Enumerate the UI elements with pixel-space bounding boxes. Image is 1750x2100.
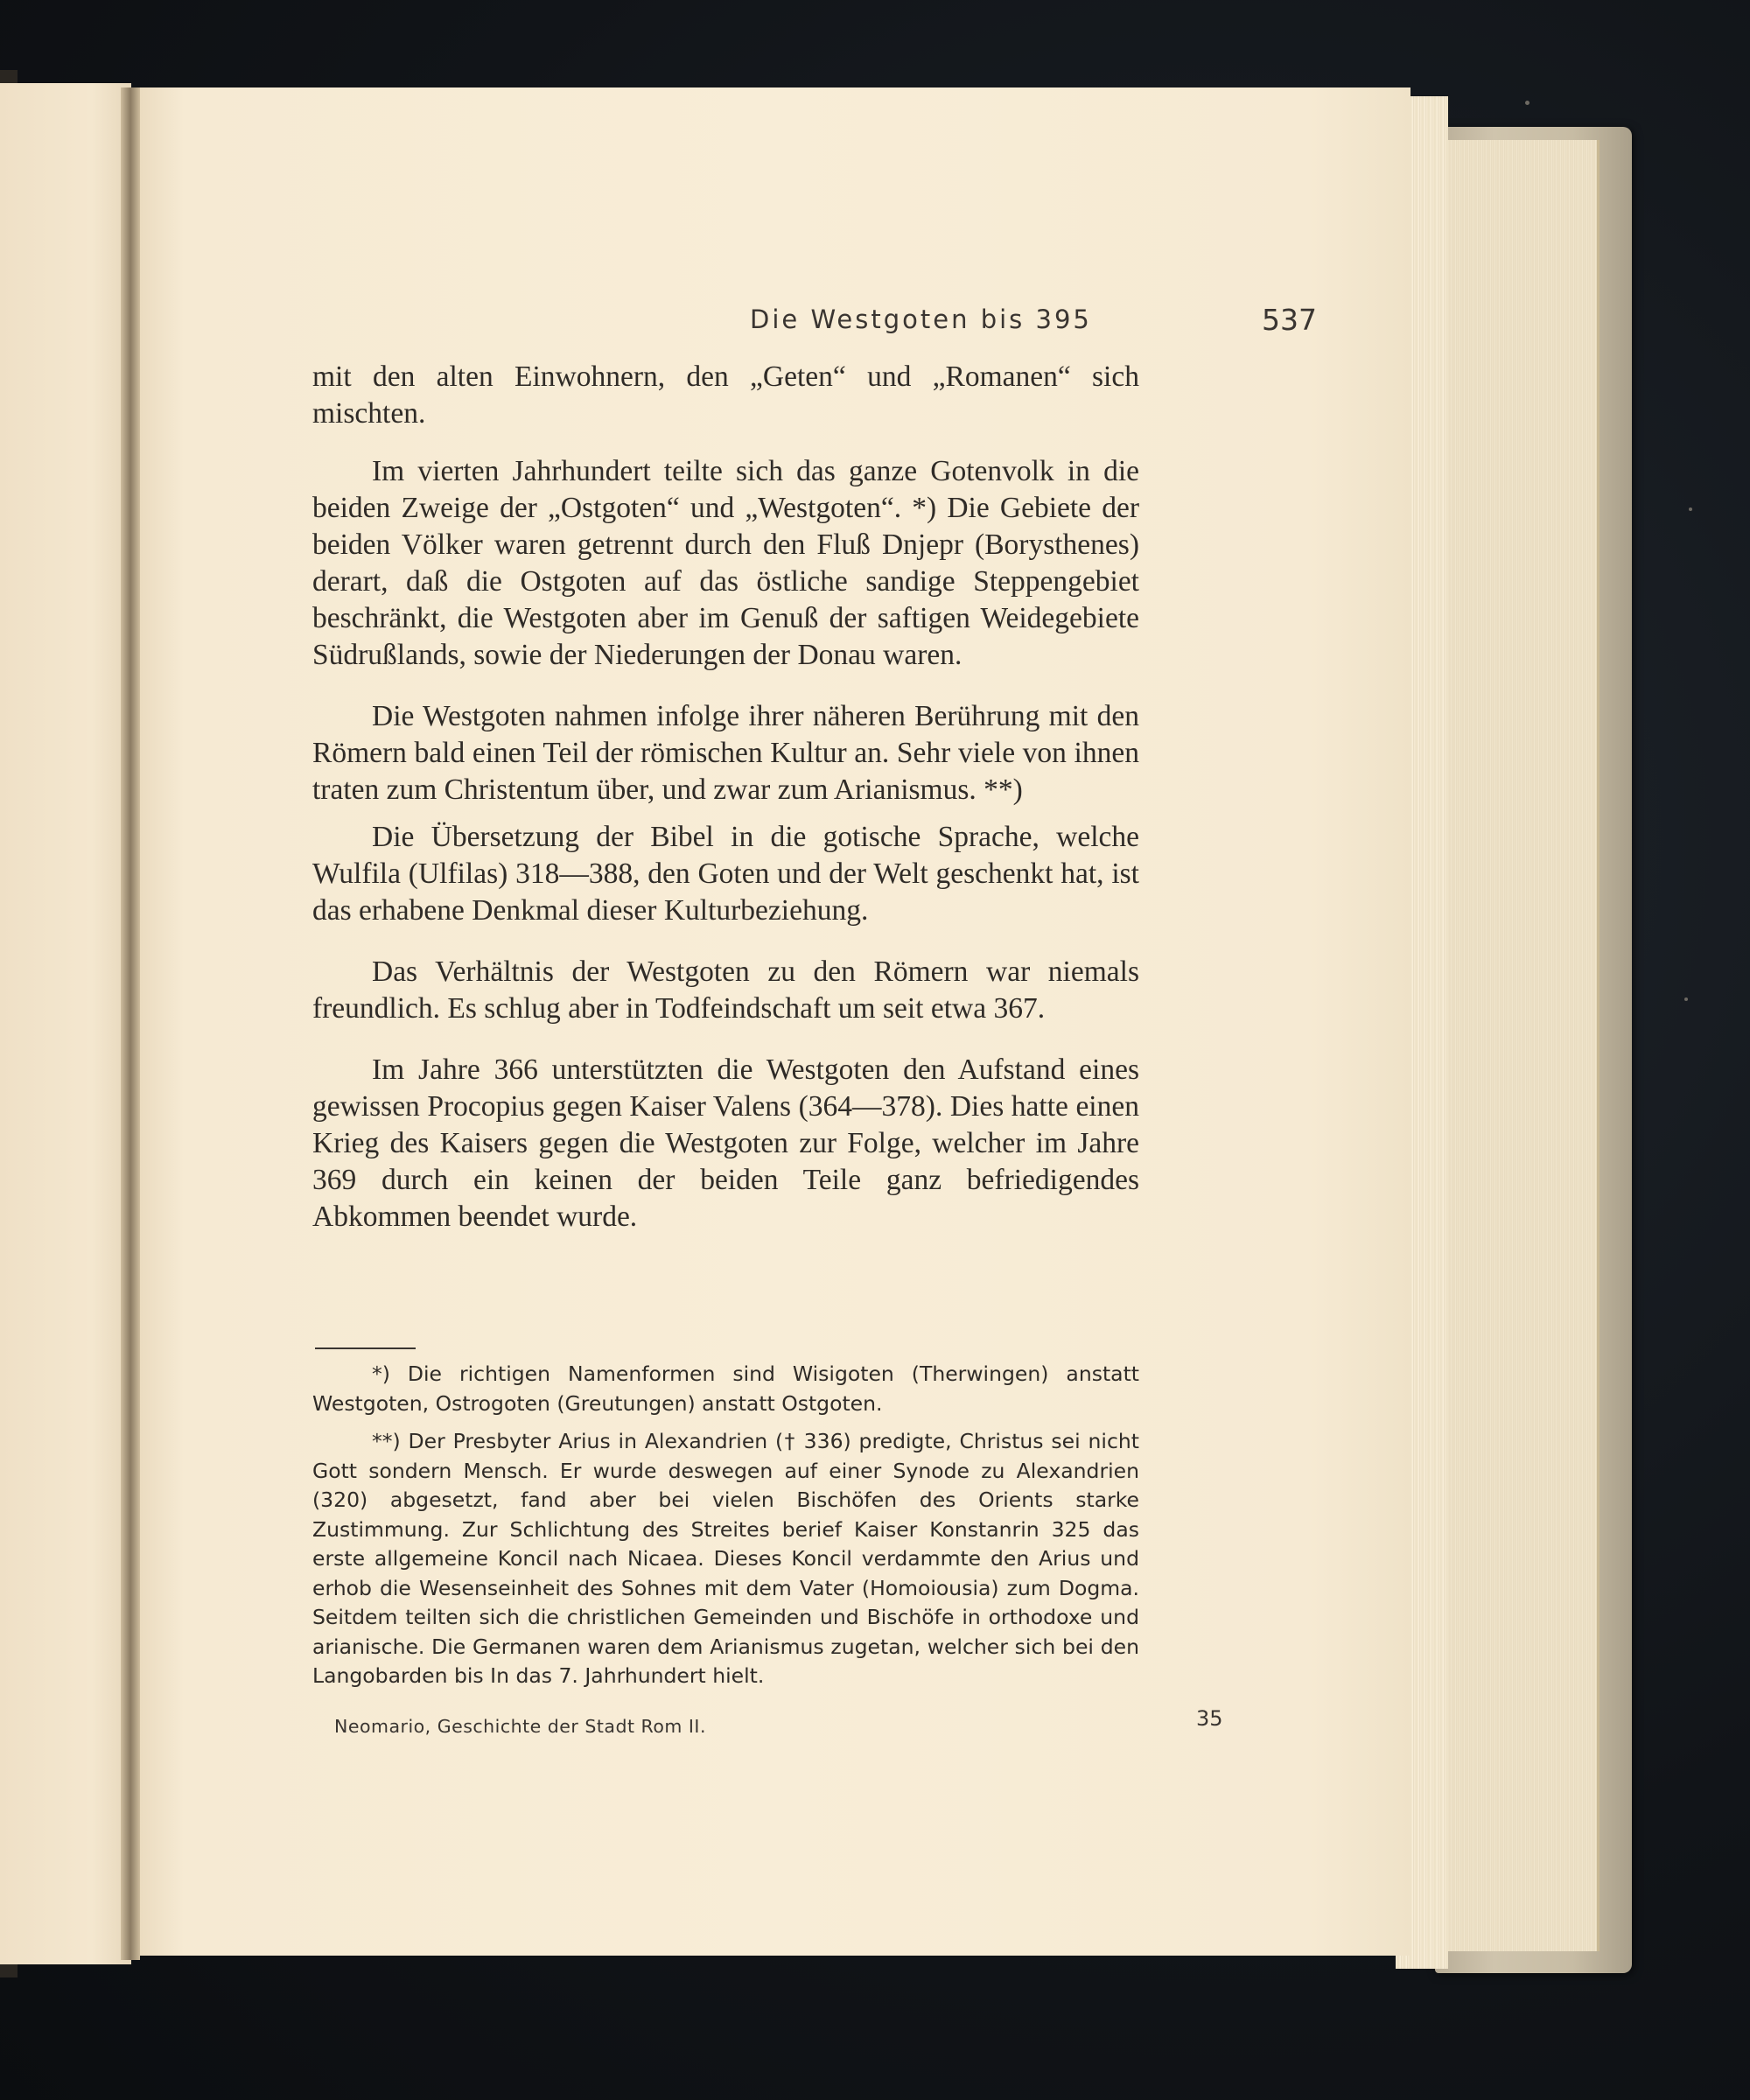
paragraph: Die Westgoten nahmen infolge ihrer näheren Berührung mit den Römern bald einen Teil der römischen Kultur an. Sehr viele von ihnen traten zum Christentum über, und zwar zum Arianismus. **) bbox=[312, 700, 1139, 806]
signature-mark: 35 bbox=[1196, 1706, 1223, 1731]
page-number: 537 bbox=[1262, 303, 1317, 337]
running-head: Die Westgoten bis 395 bbox=[750, 304, 1092, 334]
footnote-rule bbox=[315, 1348, 416, 1349]
page-header bbox=[308, 303, 1317, 348]
paragraph: Die Übersetzung der Bibel in die gotische Sprache, welche Wulfila (Ulfilas) 318—388, den Goten und der Welt geschenkt hat, ist das erhabene Denkmal dieser Kulturbeziehung. bbox=[312, 821, 1139, 927]
book-page bbox=[133, 88, 1410, 1956]
paragraph: mit den alten Einwohnern, den „Geten“ und „Romanen“ sich mischten. bbox=[312, 360, 1139, 430]
paragraph: Im Jahre 366 unterstützten die Westgoten den Aufstand eines gewissen Procopius gegen Kaiser Valens (364—378). Dies hatte einen Krieg des Kaisers gegen die Westgoten zur Folge, welcher im Jahre 369 durch ein keinen der beiden Teile ganz befriedigendes Abkommen beendet wurde. bbox=[312, 1054, 1139, 1233]
footnote: **) Der Presbyter Arius in Alexandrien († 336) predigte, Christus sei nicht Gott sondern Mensch. Er wurde deswegen auf einer Synode zu Alexandrien (320) abgesetzt, fand aber bei vielen Bischöfen des Orients starke Zustimmung. Zur Schlichtung des Streites berief Kaiser Konstanrin 325 das erste allgemeine Koncil nach Nicaea. Dieses Koncil verdammte den Arius und erhob die Wesenseinheit des Sohnes mit dem Vater (Homoiousia) zum Dogma. Seitdem teilten sich die christlichen Gemeinden und Bischöfe in orthodoxe und arianische. Die Germanen waren dem Arianismus zugetan, welcher sich bei den Langobarden bis In das 7. Jahrhundert hielt. bbox=[312, 1429, 1139, 1688]
dust-speck bbox=[1684, 998, 1688, 1001]
dust-speck bbox=[1525, 101, 1530, 105]
dust-speck bbox=[1689, 508, 1692, 511]
page-gutter bbox=[121, 88, 140, 1960]
paragraph: Im vierten Jahrhundert teilte sich das ganze Gotenvolk in die beiden Zweige der „Ostgoten“ und „Westgoten“. *) Die Gebiete der beiden Völker waren getrennt durch den Fluß Dnjepr (Borysthenes) derart, daß die Ostgoten auf das östliche sandige Steppengebiet beschränkt, die Westgoten aber im Genuß der saftigen Weidegebiete Südrußlands, sowie der Niederungen der Donau waren. bbox=[312, 455, 1139, 671]
page-footer bbox=[334, 1706, 1253, 1746]
left-page-sliver bbox=[0, 83, 131, 1964]
paragraph: Das Verhältnis der Westgoten zu den Römern war niemals freundlich. Es schlug aber in Todfeindschaft um seit etwa 367. bbox=[312, 956, 1139, 1025]
footer-title: Neomario, Geschichte der Stadt Rom II. bbox=[334, 1716, 706, 1737]
body-text bbox=[312, 359, 1139, 1260]
footnotes bbox=[312, 1360, 1139, 1700]
footnote: *) Die richtigen Namenformen sind Wisigoten (Therwingen) anstatt Westgoten, Ostrogoten (Greutungen) anstatt Ostgoten. bbox=[312, 1362, 1139, 1416]
